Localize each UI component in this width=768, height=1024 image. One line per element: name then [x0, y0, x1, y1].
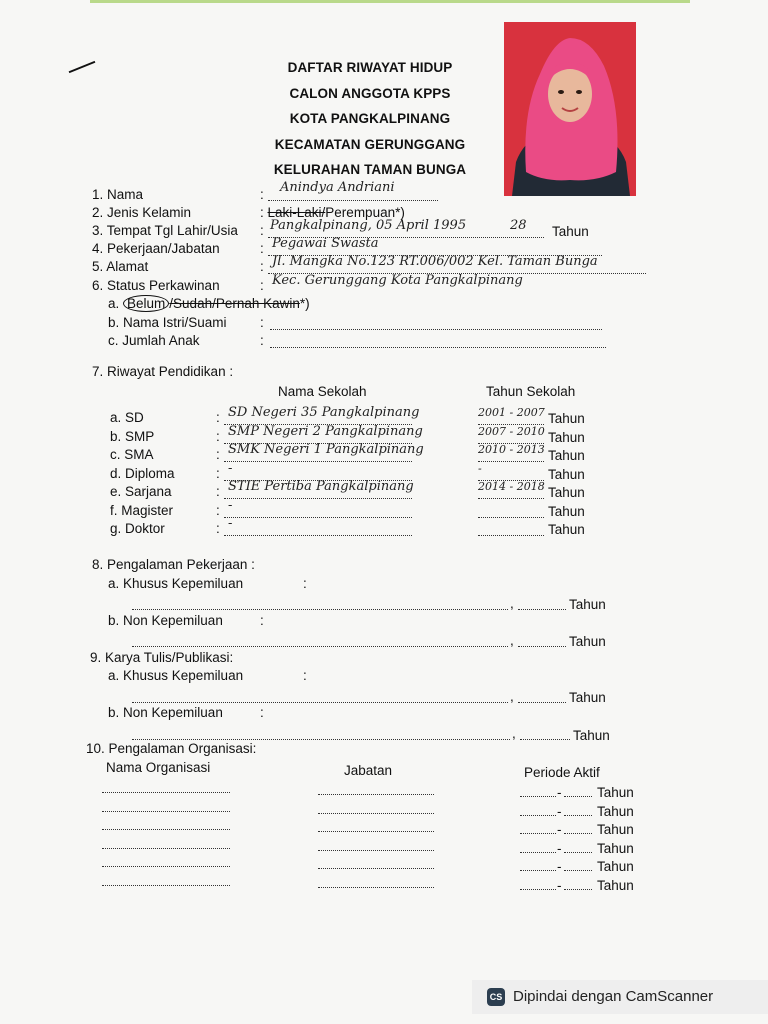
title-line-2: CALON ANGGOTA KPPS: [289, 86, 451, 101]
edu-row-school: STIE Pertiba Pangkalpinang: [228, 479, 414, 494]
colon: :: [260, 333, 264, 348]
dotted-line: [478, 516, 544, 518]
org-row-unit: Tahun: [597, 840, 634, 856]
work-a-unit: Tahun: [569, 597, 606, 612]
edu-row-years: 2010 - 2013: [478, 443, 545, 456]
org-period-blank: [564, 832, 592, 834]
org-role-blank: [318, 793, 434, 795]
edu-row-years: 2014 - 2018: [478, 480, 545, 493]
org-period-blank: [520, 888, 556, 890]
colon: :: [216, 484, 220, 499]
colon: :: [216, 465, 220, 481]
org-period-blank: [564, 888, 592, 890]
org-period-blank: [564, 795, 592, 797]
dotted-line: [270, 346, 606, 348]
profile-photo: [504, 22, 636, 196]
org-period-blank: [520, 832, 556, 834]
org-row-unit: Tahun: [597, 859, 634, 874]
colon: :: [260, 259, 264, 274]
edu-row-years: 2007 - 2010: [478, 424, 545, 438]
dotted-line: [132, 701, 508, 703]
colon: :: [303, 576, 307, 591]
work-b-unit: Tahun: [569, 634, 606, 649]
col-org-name: Nama Organisasi: [106, 760, 211, 775]
dotted-line: [478, 460, 544, 462]
comma: ,: [510, 596, 514, 611]
org-name-blank: [102, 884, 230, 886]
writing-heading: 9. Karya Tulis/Publikasi:: [90, 650, 234, 665]
edu-row-unit: Tahun: [548, 485, 585, 500]
org-period-blank: [564, 869, 592, 871]
status-a-row: [108, 296, 310, 311]
org-role-blank: [318, 849, 434, 851]
status-strike: /Sudah/Pernah Kawin: [169, 296, 300, 311]
edu-row-label: b. SMP: [110, 428, 155, 444]
org-period-blank: [520, 814, 556, 816]
dotted-line: [224, 460, 412, 462]
edu-row-years: 2001 - 2007: [478, 406, 545, 419]
org-row-unit: Tahun: [597, 803, 634, 819]
edu-row-unit: Tahun: [548, 429, 585, 445]
status-suffix: *): [299, 296, 310, 311]
col-org-period: Periode Aktif: [524, 765, 600, 780]
org-role-blank: [318, 812, 434, 814]
work-b-label: b. Non Kepemiluan: [108, 613, 223, 628]
label-istri: b. Nama Istri/Suami: [108, 315, 227, 330]
org-name-blank: [102, 865, 230, 867]
colon: :: [260, 223, 264, 238]
edu-row-school: SMP Negeri 2 Pangkalpinang: [228, 423, 423, 439]
edu-row-label: g. Doktor: [110, 521, 165, 536]
colon: :: [260, 315, 264, 330]
dotted-line: [132, 608, 508, 610]
dash: -: [557, 840, 562, 856]
work-heading: 8. Pengalaman Pekerjaan :: [92, 557, 255, 572]
org-row-unit: Tahun: [597, 877, 634, 893]
title-line-5: KELURAHAN TAMAN BUNGA: [273, 162, 467, 177]
org-row-unit: Tahun: [597, 822, 634, 837]
org-row-unit: Tahun: [597, 785, 634, 800]
dotted-line: [520, 738, 570, 740]
colon: :: [260, 705, 264, 720]
colon: :: [216, 447, 220, 462]
dotted-line: [224, 497, 412, 499]
writing-a-label: a. Khusus Kepemiluan: [108, 668, 244, 683]
dotted-line: [132, 738, 510, 740]
edu-row-unit: Tahun: [548, 503, 585, 519]
colon: :: [216, 428, 220, 444]
dotted-line: [478, 497, 544, 499]
comma: ,: [512, 726, 516, 741]
colon: :: [260, 241, 264, 256]
org-name-blank: [102, 810, 230, 812]
colon: :: [216, 521, 220, 536]
edu-row-unit: Tahun: [548, 448, 585, 463]
edu-row-label: e. Sarjana: [110, 484, 172, 499]
col-org-role: Jabatan: [344, 763, 393, 778]
org-period-blank: [564, 814, 592, 816]
label-pekerjaan: 4. Pekerjaan/Jabatan: [92, 241, 220, 256]
org-name-blank: [102, 847, 230, 849]
work-a-label: a. Khusus Kepemiluan: [108, 576, 244, 591]
edu-row-label: f. Magister: [110, 502, 174, 518]
scan-edge-line: [90, 0, 690, 3]
edu-row-school: SMK Negeri 1 Pangkalpinang: [228, 442, 424, 457]
jk-value: Perempuan*): [325, 205, 405, 220]
dotted-line: [518, 645, 566, 647]
camscanner-logo-icon: CS: [487, 988, 505, 1006]
dotted-line: [132, 645, 508, 647]
colon: :: [260, 613, 264, 628]
dash: -: [557, 803, 562, 819]
title-line-1: DAFTAR RIWAYAT HIDUP: [287, 60, 453, 75]
value-usia: 28: [510, 218, 527, 233]
org-period-blank: [520, 795, 556, 797]
edu-row-unit: Tahun: [548, 411, 585, 426]
value-kecamatan: Kec. Gerunggang Kota Pangkalpinang: [272, 273, 523, 288]
dash: -: [557, 785, 562, 800]
dotted-line: [518, 608, 566, 610]
label-jenis-kelamin: 2. Jenis Kelamin: [92, 205, 192, 220]
value-alamat: Jl. Mangka No.123 RT.006/002 Kel. Taman Bunga: [272, 254, 598, 269]
edu-row-school: SD Negeri 35 Pangkalpinang: [228, 405, 420, 420]
org-name-blank: [102, 791, 230, 793]
dotted-line: [270, 328, 602, 330]
pen-mark: [69, 61, 96, 73]
edu-row-school: -: [228, 497, 233, 513]
ttl-tahun: Tahun: [552, 224, 589, 239]
edu-row-school: -: [228, 516, 233, 531]
dotted-line: [518, 701, 566, 703]
org-heading: 10. Pengalaman Organisasi:: [86, 741, 257, 756]
colon: :: [260, 278, 264, 293]
org-role-blank: [318, 867, 434, 869]
edu-row-label: c. SMA: [110, 447, 154, 462]
colon: :: [216, 502, 220, 518]
label-alamat: 5. Alamat: [92, 259, 149, 274]
edu-row-unit: Tahun: [548, 522, 585, 537]
label-anak: c. Jumlah Anak: [108, 333, 200, 348]
value-nama: Anindya Andriani: [280, 180, 395, 195]
colon: :: [260, 187, 264, 202]
writing-a-unit: Tahun: [569, 690, 606, 705]
org-role-blank: [318, 830, 434, 832]
jk-value-wrap: : Laki-Laki/Perempuan*): [260, 205, 405, 220]
value-ttl: Pangkalpinang, 05 April 1995: [270, 218, 467, 233]
writing-b-unit: Tahun: [573, 728, 610, 743]
org-name-blank: [102, 828, 230, 830]
org-period-blank: [520, 851, 556, 853]
edu-row-label: d. Diploma: [110, 465, 175, 481]
dash: -: [557, 859, 562, 874]
title-line-4: KECAMATAN GERUNGGANG: [274, 137, 466, 152]
title-line-3: KOTA PANGKALPINANG: [289, 111, 451, 126]
colon: :: [216, 410, 220, 425]
col-school-header: Nama Sekolah: [278, 384, 367, 399]
education-heading: 7. Riwayat Pendidikan :: [92, 364, 234, 379]
colon: :: [303, 668, 307, 683]
status-a-prefix: a.: [108, 296, 120, 311]
edu-row-unit: Tahun: [548, 466, 585, 482]
org-role-blank: [318, 886, 434, 888]
edu-row-years: -: [478, 461, 482, 475]
dotted-line: [224, 534, 412, 536]
dotted-line: [224, 516, 412, 518]
comma: ,: [510, 633, 514, 648]
camscanner-text: Dipindai dengan CamScanner: [513, 988, 714, 1005]
edu-row-label: a. SD: [110, 410, 144, 425]
writing-b-label: b. Non Kepemiluan: [108, 705, 223, 720]
value-pekerjaan: Pegawai Swasta: [272, 236, 379, 251]
jk-strike: Laki-Laki/: [267, 205, 326, 220]
label-nama: 1. Nama: [92, 187, 144, 202]
dash: -: [557, 822, 562, 837]
org-period-blank: [564, 851, 592, 853]
edu-row-school: -: [228, 460, 233, 476]
dash: -: [557, 877, 562, 893]
dotted-line: [478, 534, 544, 536]
label-status: 6. Status Perkawinan: [92, 278, 220, 293]
status-belum-circled: Belum: [123, 295, 169, 312]
col-year-header: Tahun Sekolah: [486, 384, 576, 399]
comma: ,: [510, 689, 514, 704]
dotted-line: [268, 199, 438, 201]
label-ttl: 3. Tempat Tgl Lahir/Usia: [92, 223, 238, 238]
org-period-blank: [520, 869, 556, 871]
